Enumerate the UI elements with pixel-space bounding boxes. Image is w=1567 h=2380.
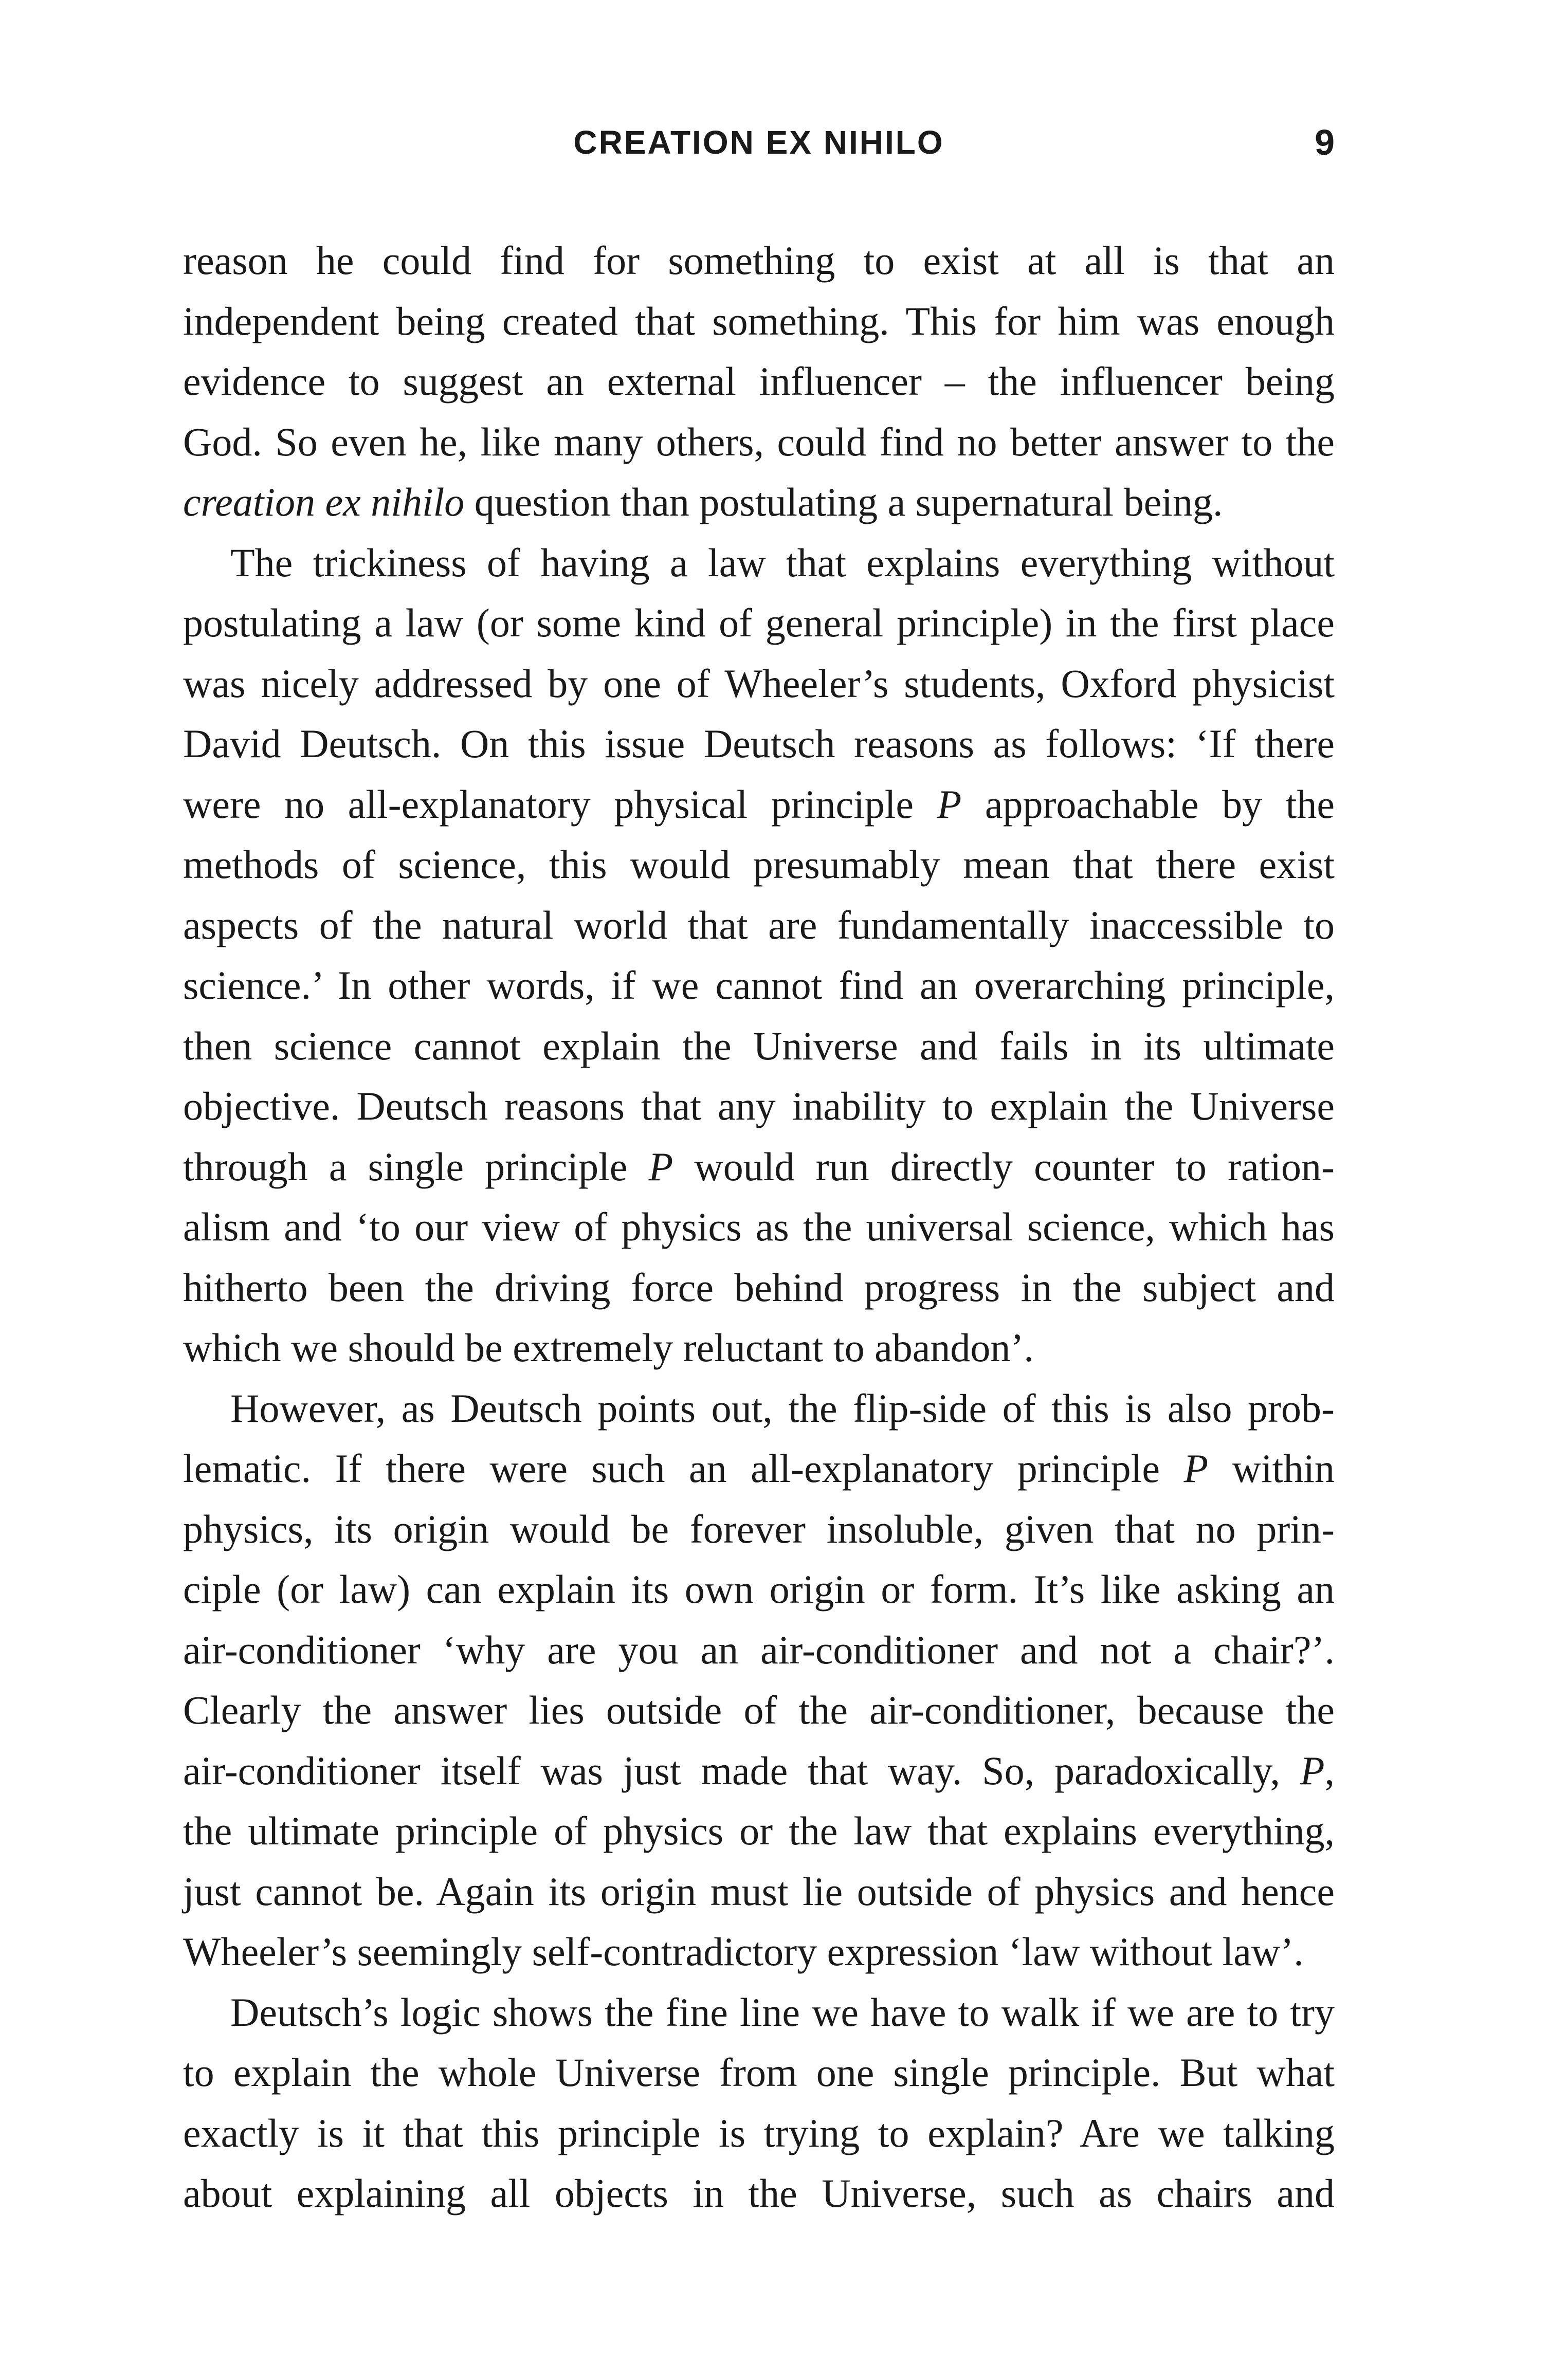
text-line: science.’ In other words, if we cannot find an overarching principle, [183, 963, 1335, 1008]
text-line [183, 1438, 1335, 1499]
text-run: , [1324, 1748, 1335, 1793]
text-line: methods of science, this would presumably mean that there exist [183, 842, 1335, 887]
text-run: through a single principle [183, 1144, 649, 1189]
italic-term: creation ex nihilo [183, 480, 465, 524]
text-line: Wheeler’s seemingly self-contradictory expression ‘law without law’. [183, 1929, 1304, 1974]
text-line [183, 1137, 1335, 1197]
text-run: The trickiness of having a law that explains everything without [230, 540, 1335, 585]
text-line: objective. Deutsch reasons that any inability to explain the Universe [183, 1084, 1335, 1128]
body-text [183, 230, 1335, 2224]
text-line: air-conditioner ‘why are you an air-conditioner and not a chair?’. [183, 1627, 1335, 1672]
text-line: the ultimate principle of physics or the law that explains everything, [183, 1808, 1335, 1853]
italic-term: P [1183, 1446, 1209, 1491]
text-line: hitherto been the driving force behind progress in the subject and [183, 1265, 1335, 1310]
text-line: postulating a law (or some kind of general principle) in the first place [183, 600, 1335, 645]
text-line: which we should be extremely reluctant to abandon’. [183, 1325, 1034, 1370]
text-line: Clearly the answer lies outside of the air-conditioner, because the [183, 1688, 1335, 1732]
page-number: 9 [1315, 122, 1335, 162]
text-line [183, 1741, 1335, 1801]
text-line: David Deutsch. On this issue Deutsch reasons as follows: ‘If there [183, 721, 1335, 766]
italic-term: P [1300, 1748, 1325, 1793]
paragraph-3 [183, 1378, 1335, 1982]
text-line: aspects of the natural world that are fundamentally inaccessible to [183, 902, 1335, 947]
italic-term: P [648, 1144, 673, 1189]
text-line: alism and ‘to our view of physics as the universal science, which has [183, 1204, 1335, 1249]
text-line: God. So even he, like many others, could find no better answer to the [183, 419, 1335, 464]
text-run: lematic. If there were such an all-explanatory principle [183, 1446, 1184, 1491]
paragraph-1 [183, 230, 1335, 533]
text-run: were no all-explanatory physical principle [183, 781, 937, 827]
text-line: reason he could find for something to exist at all is that an [183, 238, 1335, 283]
running-header [183, 114, 1335, 171]
text-run: would run directly counter to ration- [673, 1144, 1335, 1189]
text-line [183, 472, 1335, 533]
text-line: to explain the whole Universe from one single principle. But what [183, 2050, 1335, 2095]
text-line [183, 533, 1335, 593]
text-run: within [1208, 1446, 1335, 1491]
text-run: question than postulating a supernatural being. [464, 480, 1223, 524]
text-line [183, 1982, 1335, 2043]
text-line [183, 1378, 1335, 1439]
italic-term: P [937, 781, 962, 827]
text-run: Deutsch’s logic shows the fine line we have to walk if we are to try [230, 1989, 1335, 2035]
text-line: just cannot be. Again its origin must lie outside of physics and hence [183, 1869, 1335, 1914]
text-line: ciple (or law) can explain its own origin or form. It’s like asking an [183, 1567, 1335, 1612]
text-line: was nicely addressed by one of Wheeler’s students, Oxford physicist [183, 661, 1335, 706]
text-line: evidence to suggest an external influencer – the influencer being [183, 359, 1335, 404]
text-line [183, 774, 1335, 835]
text-line: physics, its origin would be forever insoluble, given that no prin- [183, 1506, 1335, 1551]
paragraph-4 [183, 1982, 1335, 2224]
text-run: approachable by the [961, 781, 1335, 827]
text-run: However, as Deutsch points out, the flip-side of this is also prob- [230, 1385, 1335, 1431]
text-line: exactly is it that this principle is trying to explain? Are we talking [183, 2110, 1335, 2155]
text-run: air-conditioner itself was just made that way. So, paradoxically, [183, 1748, 1300, 1793]
paragraph-2 [183, 533, 1335, 1378]
running-title: CREATION EX NIHILO [573, 124, 944, 161]
text-line: then science cannot explain the Universe and fails in its ultimate [183, 1023, 1335, 1068]
text-line: independent being created that something. This for him was enough [183, 298, 1335, 343]
text-line: about explaining all objects in the Universe, such as chairs and [183, 2171, 1335, 2216]
